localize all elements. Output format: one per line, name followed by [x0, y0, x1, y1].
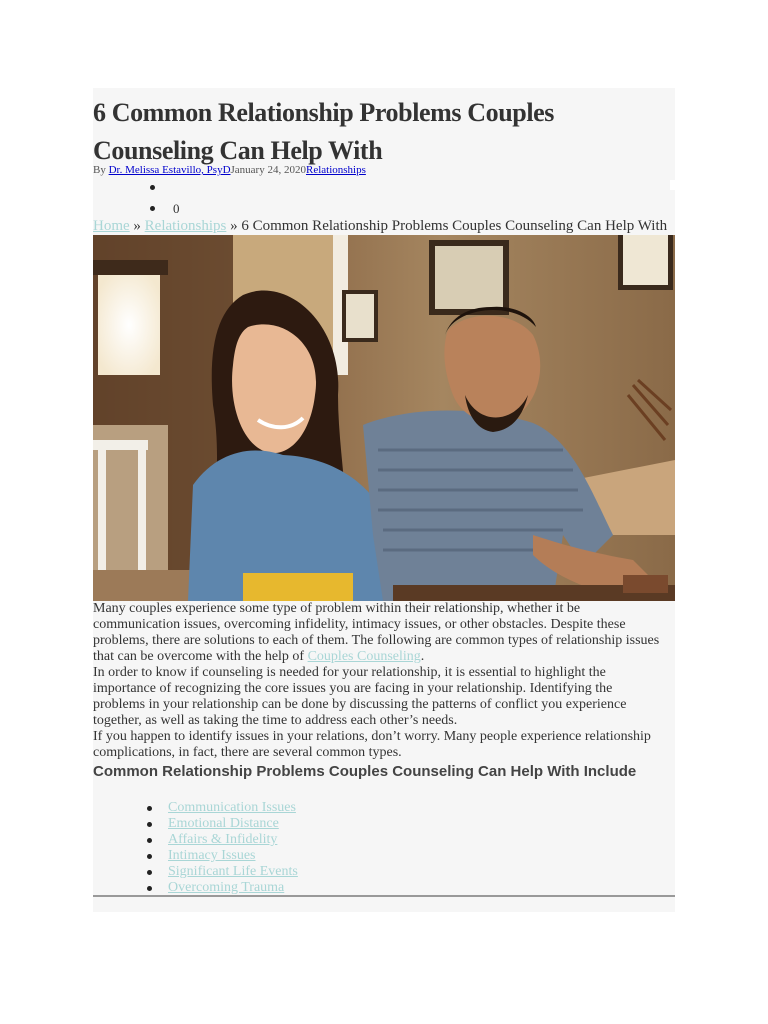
- featured-image: [93, 235, 675, 601]
- breadcrumb-home[interactable]: Home: [93, 218, 130, 234]
- section-heading: Common Relationship Problems Couples Counseling Can Help With Include: [93, 763, 637, 780]
- article-body: [93, 601, 663, 761]
- toc-link-emotional-distance[interactable]: Emotional Distance: [168, 816, 279, 831]
- byline-prefix: By: [93, 164, 109, 176]
- toc-link-overcoming-trauma[interactable]: Overcoming Trauma: [168, 880, 285, 895]
- breadcrumb-current: 6 Common Relationship Problems Couples Counseling Can Help With: [241, 218, 668, 234]
- paragraph: If you happen to identify issues in your relations, don’t worry. Many people experience relationship complications, in fact, there are several common types.: [93, 729, 651, 760]
- breadcrumb-separator: »: [226, 218, 242, 234]
- author-link[interactable]: Dr. Melissa Estavillo, PsyD: [108, 164, 231, 176]
- breadcrumb-relationships[interactable]: Relationships: [144, 218, 227, 234]
- byline: [93, 164, 366, 176]
- toc-link-significant-life-events[interactable]: Significant Life Events: [168, 864, 298, 879]
- toc-link-affairs-infidelity[interactable]: Affairs & Infidelity: [168, 832, 278, 847]
- toc-link-communication-issues[interactable]: Communication Issues: [168, 800, 296, 815]
- article-title: 6 Common Relationship Problems Couples Counseling Can Help With: [93, 98, 555, 165]
- category-link[interactable]: Relationships: [305, 164, 366, 176]
- share-widget-edge: [670, 180, 675, 190]
- breadcrumb: [93, 218, 667, 235]
- breadcrumb-separator: »: [129, 218, 145, 234]
- paragraph: Many couples experience some type of problem within their relationship, whether it be communication issues, overcoming infidelity, intimacy issues, or other obstacles. Despite these problems, there are solutions to each of them. The following are common types of relationship issues that can be overcome with the help of Couples Counseling.: [93, 601, 660, 664]
- share-count: 0: [173, 201, 180, 216]
- post-date: January 24, 2020: [230, 164, 306, 176]
- toc-link-intimacy-issues[interactable]: Intimacy Issues: [168, 848, 256, 863]
- couples-counseling-link[interactable]: Couples Counseling: [307, 649, 421, 664]
- divider: [93, 895, 675, 897]
- paragraph: In order to know if counseling is needed for your relationship, it is essential to highlight the importance of recognizing the core issues you are facing in your relationship. Identifying the problems in your relationship can be done by discussing the patterns of conflict you experience together, as well as taking the time to address each other’s needs.: [93, 665, 627, 728]
